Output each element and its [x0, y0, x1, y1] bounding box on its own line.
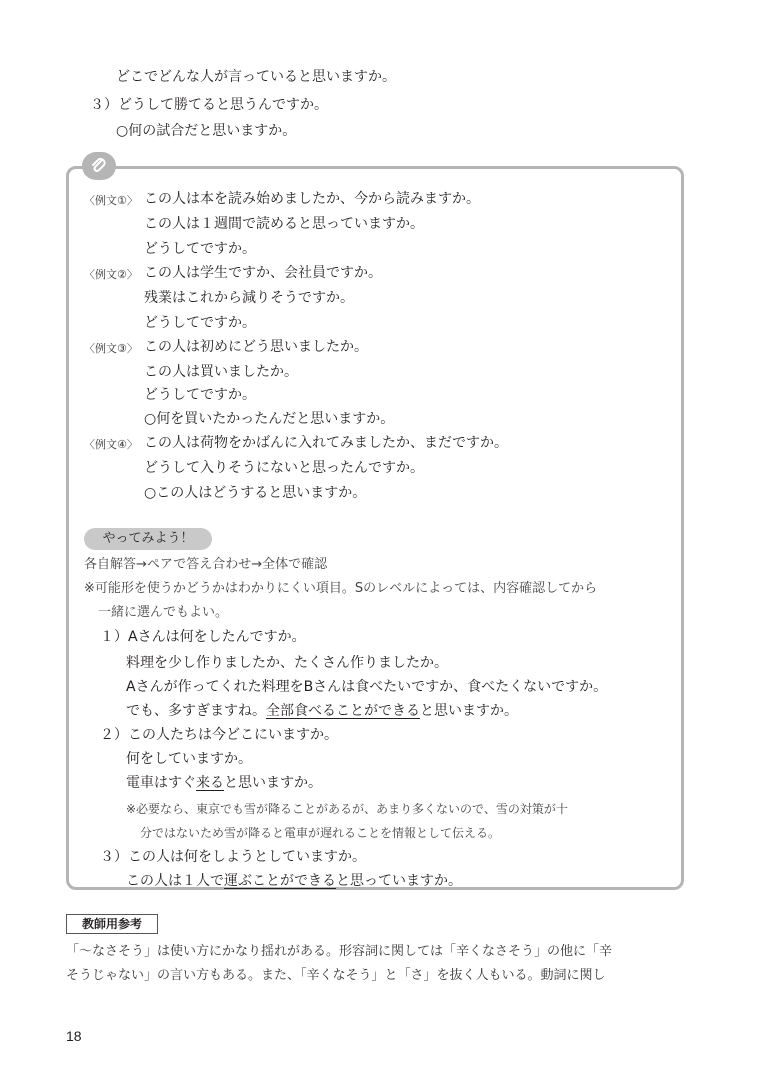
question-1-underlined: 全部食べることができる — [266, 703, 420, 719]
example-2-line-2: 残業はこれから減りそうですか。 — [144, 290, 354, 306]
example-2-line-1: この人は学生ですか、会社員ですか。 — [144, 265, 382, 281]
question-2-note-1: ※必要なら、東京でも雪が降ることがあるが、あまり多くないので、雪の対策が十 — [126, 802, 568, 816]
example-4-line-1: この人は荷物をかばんに入れてみましたか、まだですか。 — [144, 435, 508, 451]
intro-line-1: どこでどんな人が言っていると思いますか。 — [116, 69, 396, 85]
example-1-line-3: どうしてですか。 — [144, 241, 256, 257]
page-number: 18 — [66, 1028, 82, 1044]
question-2-line-2-pre: 電車はすぐ — [126, 775, 196, 791]
paperclip-icon — [82, 152, 116, 180]
question-2-title: ２）この人たちは今どこにいますか。 — [100, 727, 338, 743]
reference-line-1: 「～なさそう」は使い方にかなり揺れがある。形容詞に関しては「辛くなさそう」の他に「辛 — [66, 944, 613, 959]
question-1-title: １）Aさんは何をしたんですか。 — [100, 629, 306, 645]
practice-note-1: ※可能形を使うかどうかはわかりにくい項目。Sのレベルによっては、内容確認してから — [84, 581, 598, 596]
question-3-line-1 — [126, 872, 462, 890]
teacher-reference-badge: 教師用参考 — [66, 914, 158, 934]
question-3-line-1-post: と思っていますか。 — [336, 873, 462, 889]
example-3-line-3: どうしてですか。 — [144, 387, 256, 403]
question-1-line-3-post: と思いますか。 — [420, 703, 518, 719]
question-2-line-1: 何をしていますか。 — [126, 751, 252, 767]
question-3-underlined: 運ぶことができる — [224, 873, 336, 889]
example-3-line-1: この人は初めにどう思いましたか。 — [144, 339, 368, 355]
example-2-line-3: どうしてですか。 — [144, 315, 256, 331]
example-tag-4: 〈例文④〉 — [84, 438, 138, 451]
example-1-line-2: この人は１週間で読めると思っていますか。 — [144, 216, 424, 232]
question-2-line-2 — [126, 774, 322, 792]
example-tag-3: 〈例文③〉 — [84, 342, 138, 355]
example-1-line-1: この人は本を読み始めましたか、今から読みますか。 — [144, 191, 480, 207]
example-tag-2: 〈例文②〉 — [84, 268, 138, 281]
intro-question-3: ３）どうして勝てると思うんですか。 — [90, 97, 328, 113]
example-4-line-3: ○この人はどうすると思いますか。 — [144, 485, 367, 501]
example-tag-1: 〈例文①〉 — [84, 194, 138, 207]
question-1-line-3-pre: でも、多すぎますね。 — [126, 703, 266, 719]
question-2-note-2: 分ではないため雪が降ると電車が遅れることを情報として伝える。 — [140, 826, 501, 840]
example-3-line-2: この人は買いましたか。 — [144, 364, 298, 380]
practice-flow: 各自解答→ペアで答え合わせ→全体で確認 — [84, 557, 328, 572]
intro-line-3: ○何の試合だと思いますか。 — [116, 123, 297, 139]
question-2-underlined: 来る — [196, 775, 224, 791]
reference-line-2: そうじゃない」の言い方もある。また、「辛くなそう」と「さ」を抜く人もいる。動詞に関し — [66, 968, 606, 983]
question-2-line-2-post: と思いますか。 — [224, 775, 322, 791]
question-1-line-1: 料理を少し作りましたか、たくさん作りましたか。 — [126, 655, 448, 671]
question-1-line-3 — [126, 702, 518, 720]
try-it-badge: やってみよう！ — [84, 528, 212, 550]
example-3-line-4: ○何を買いたかったんだと思いますか。 — [144, 411, 395, 427]
practice-note-2: 一緒に選んでもよい。 — [98, 605, 229, 620]
question-1-line-2: Aさんが作ってくれた料理をBさんは食べたいですか、食べたくないですか。 — [126, 679, 608, 695]
example-4-line-2: どうして入りそうにないと思ったんですか。 — [144, 460, 424, 476]
question-3-line-1-pre: この人は１人で — [126, 873, 224, 889]
question-3-title: ３）この人は何をしようとしていますか。 — [100, 849, 366, 865]
